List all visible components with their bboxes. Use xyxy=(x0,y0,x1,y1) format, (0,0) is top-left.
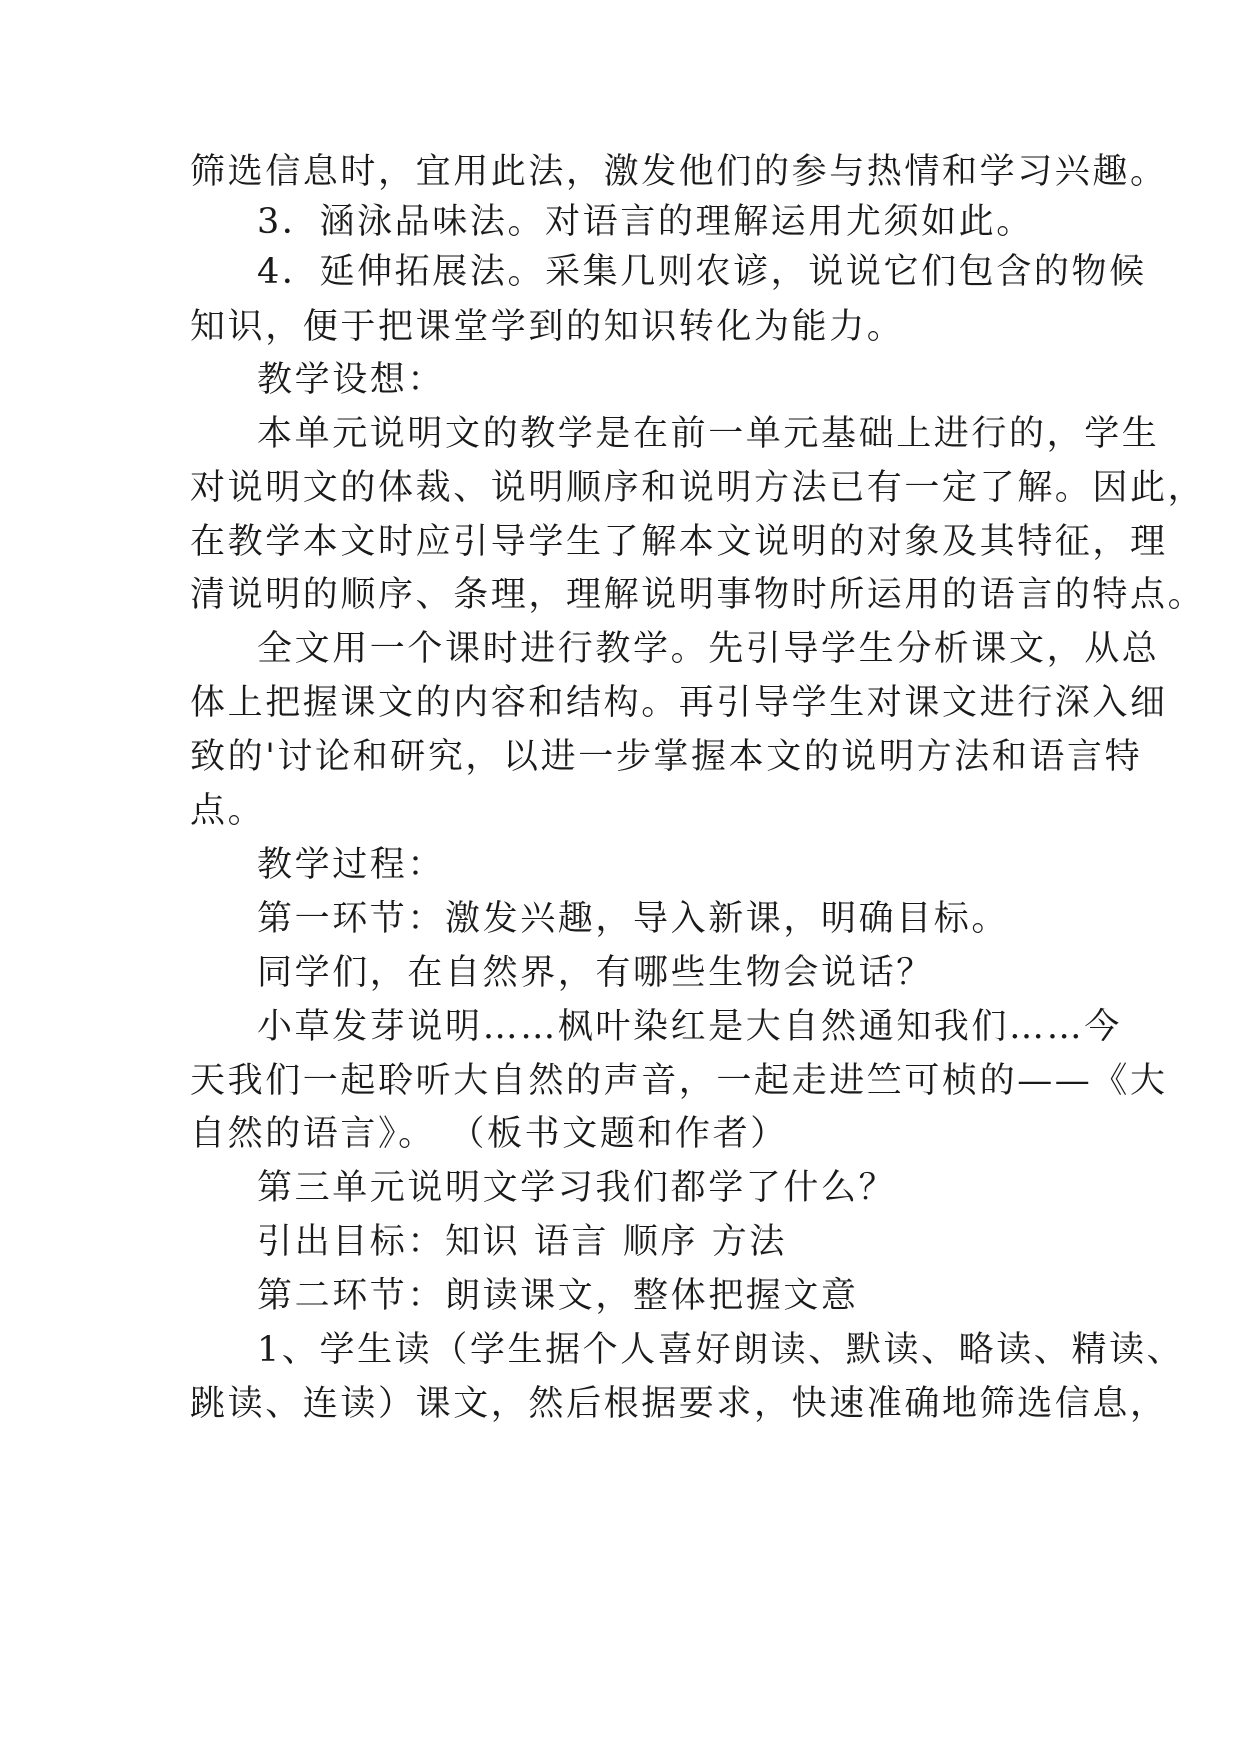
text-line: 自然的语言》。 （板书文题和作者） xyxy=(190,1114,788,1154)
text-line: 第二环节：朗读课文，整体把握文意 xyxy=(257,1276,859,1316)
text-line: 本单元说明文的教学是在前一单元基础上进行的，学生 xyxy=(257,414,1160,454)
section-heading: 教学过程： xyxy=(257,845,446,885)
text-line: 对说明文的体裁、说明顺序和说明方法已有一定了解。因此， xyxy=(190,468,1206,508)
text-line: 天我们一起聆听大自然的声音，一起走进竺可桢的——《大 xyxy=(190,1061,1168,1101)
text-line: 体上把握课文的内容和结构。再引导学生对课文进行深入细 xyxy=(190,683,1168,723)
text-line: 跳读、连读）课文，然后根据要求，快速准确地筛选信息， xyxy=(190,1384,1168,1424)
text-line: 筛选信息时，宜用此法，激发他们的参与热情和学习兴趣。 xyxy=(190,152,1168,192)
text-line: 小草发芽说明……枫叶染红是大自然通知我们……今 xyxy=(257,1007,1122,1047)
text-line: 知识，便于把课堂学到的知识转化为能力。 xyxy=(190,307,905,347)
text-line: 1、学生读（学生据个人喜好朗读、默读、略读、精读、 xyxy=(257,1330,1185,1370)
text-line: 3．涵泳品味法。对语言的理解运用尤须如此。 xyxy=(257,202,1034,242)
text-line: 致的'讨论和研究，以进一步掌握本文的说明方法和语言特 xyxy=(190,737,1143,777)
text-line: 点。 xyxy=(190,791,266,831)
text-line: 全文用一个课时进行教学。先引导学生分析课文，从总 xyxy=(257,629,1160,669)
text-line: 同学们，在自然界，有哪些生物会说话？ xyxy=(257,953,934,993)
text-line: 在教学本文时应引导学生了解本文说明的对象及其特征，理 xyxy=(190,522,1168,562)
section-heading: 教学设想： xyxy=(257,360,446,400)
text-line: 第三单元说明文学习我们都学了什么？ xyxy=(257,1168,897,1208)
text-line: 第一环节：激发兴趣，导入新课，明确目标。 xyxy=(257,899,1010,939)
text-line: 引出目标：知识 语言 顺序 方法 xyxy=(257,1222,787,1262)
text-line: 清说明的顺序、条理，理解说明事物时所运用的语言的特点。 xyxy=(190,575,1206,615)
text-line: 4．延伸拓展法。采集几则农谚，说说它们包含的物候 xyxy=(257,252,1147,292)
